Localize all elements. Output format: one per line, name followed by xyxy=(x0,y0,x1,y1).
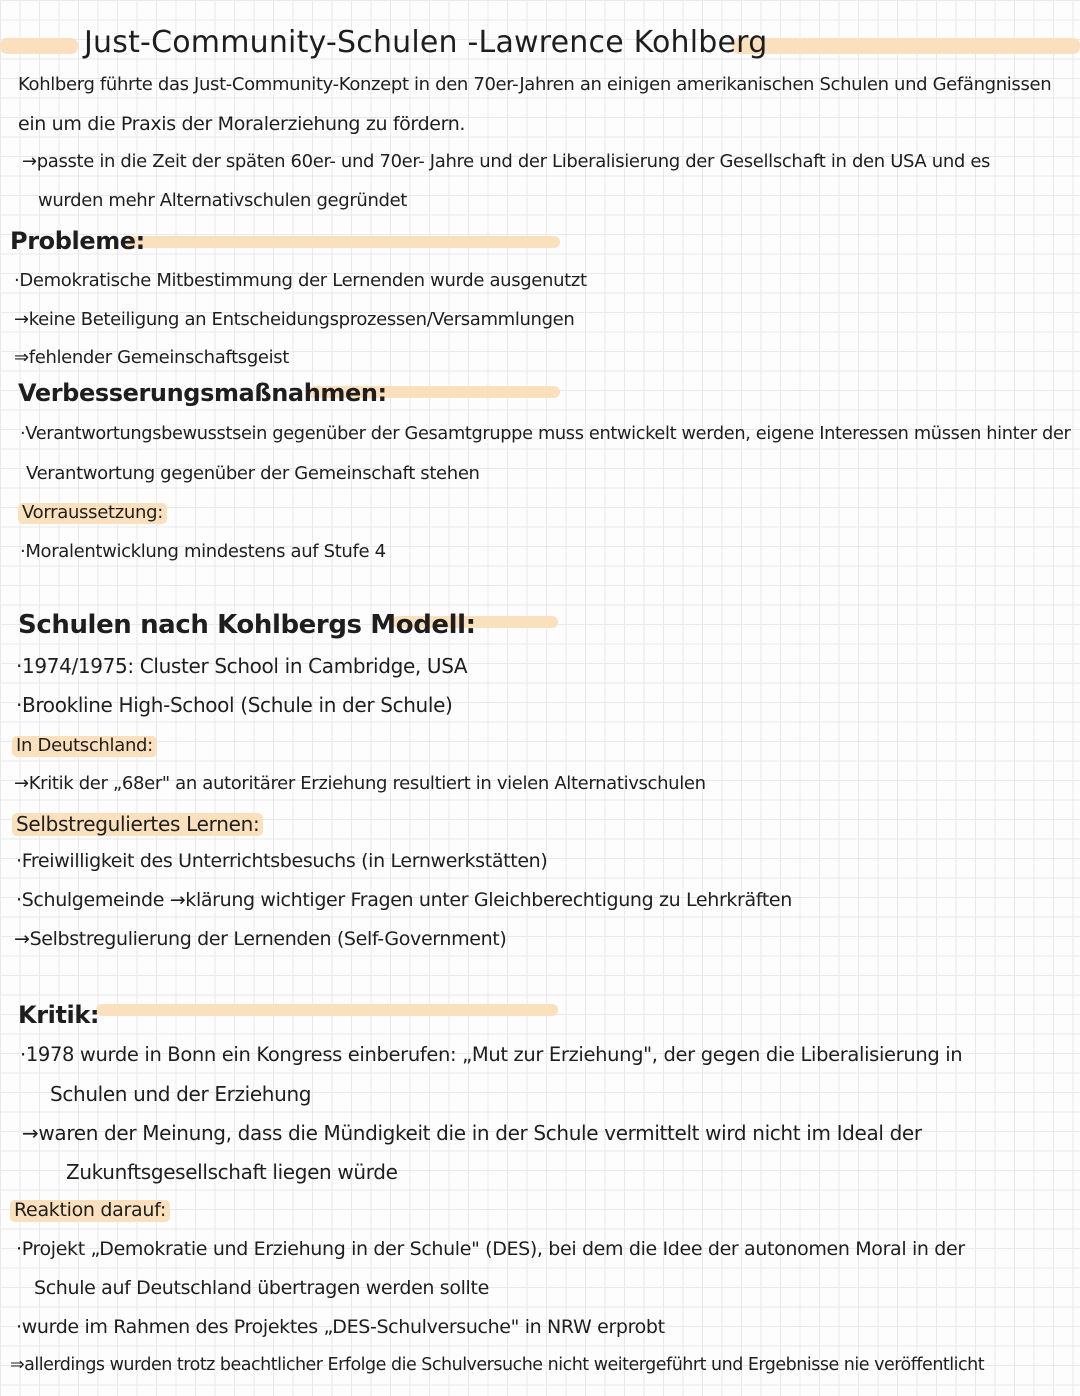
intro-line-1: Kohlberg führte das Just-Community-Konzept in den 70er-Jahren an einigen amerikanischen Schulen und Gefängnissen xyxy=(18,74,1052,95)
schulen-line-2: ·Brookline High-School (Schule in der Schule) xyxy=(16,693,453,717)
voraussetzung-text: ·Moralentwicklung mindestens auf Stufe 4 xyxy=(20,541,386,562)
probleme-line-1: ·Demokratische Mitbestimmung der Lernenden wurde ausgenutzt xyxy=(14,270,587,291)
deutschland-text: →Kritik der „68er" an autoritärer Erziehung resultiert in vielen Alternativschulen xyxy=(14,773,706,794)
probleme-heading: Probleme: xyxy=(10,227,145,255)
verbesserung-line-2: Verantwortung gegenüber der Gemeinschaft stehen xyxy=(26,463,480,484)
selbstreguliert-line-1: ·Freiwilligkeit des Unterrichtsbesuchs (in Lernwerkstätten) xyxy=(16,850,548,872)
schulen-line-1: ·1974/1975: Cluster School in Cambridge, USA xyxy=(16,654,468,678)
kritik-heading: Kritik: xyxy=(18,1001,100,1029)
reaktion-line-4: ⇒allerdings wurden trotz beachtlicher Erfolge die Schulversuche nicht weitergeführt und Ergebnisse nie veröffentlicht xyxy=(10,1355,985,1375)
kritik-line-2: Schulen und der Erziehung xyxy=(50,1082,312,1106)
verbesserung-heading: Verbesserungsmaßnahmen: xyxy=(18,379,387,407)
voraussetzung-label: Vorraussetzung: xyxy=(18,503,167,524)
reaktion-line-2: Schule auf Deutschland übertragen werden sollte xyxy=(34,1277,489,1299)
intro-arrow-line-1: →passte in die Zeit der späten 60er- und 70er- Jahre und der Liberalisierung der Gesellschaft in den USA und es xyxy=(22,151,991,172)
probleme-highlight xyxy=(126,236,560,248)
reaktion-label: Reaktion darauf: xyxy=(10,1200,170,1222)
deutschland-label: In Deutschland: xyxy=(12,736,157,757)
title-highlight-right xyxy=(732,38,1080,54)
selbstreguliert-label: Selbstreguliertes Lernen: xyxy=(12,813,263,836)
page-title: Just-Community-Schulen -Lawrence Kohlberg xyxy=(84,25,768,60)
kritik-highlight xyxy=(96,1004,558,1016)
kritik-line-1: ·1978 wurde in Bonn ein Kongress einberufen: „Mut zur Erziehung", der gegen die Liberalisierung in xyxy=(20,1043,963,1066)
schulen-heading: Schulen nach Kohlbergs Modell: xyxy=(18,610,476,640)
intro-arrow-line-2: wurden mehr Alternativschulen gegründet xyxy=(38,190,408,211)
probleme-line-3: ⇒fehlender Gemeinschaftsgeist xyxy=(14,347,290,368)
selbstreguliert-line-2: ·Schulgemeinde →klärung wichtiger Fragen unter Gleichberechtigung zu Lehrkräften xyxy=(16,889,792,911)
title-highlight-left xyxy=(0,38,78,54)
kritik-line-3: →waren der Meinung, dass die Mündigkeit die in der Schule vermittelt wird nicht im Ideal der xyxy=(22,1121,922,1145)
intro-line-2: ein um die Praxis der Moralerziehung zu fördern. xyxy=(18,113,466,135)
selbstreguliert-line-3: →Selbstregulierung der Lernenden (Self-Government) xyxy=(14,928,507,950)
verbesserung-line-1: ·Verantwortungsbewusstsein gegenüber der Gesamtgruppe muss entwickelt werden, eigene Interessen müssen hinter der xyxy=(20,424,1071,444)
reaktion-line-3: ·wurde im Rahmen des Projektes „DES-Schulversuche" in NRW erprobt xyxy=(16,1316,665,1338)
kritik-line-4: Zukunftsgesellschaft liegen würde xyxy=(66,1160,398,1184)
probleme-line-2: →keine Beteiligung an Entscheidungsprozessen/Versammlungen xyxy=(14,309,575,330)
reaktion-line-1: ·Projekt „Demokratie und Erziehung in der Schule" (DES), bei dem die Idee der autonomen Moral in der xyxy=(16,1238,965,1260)
